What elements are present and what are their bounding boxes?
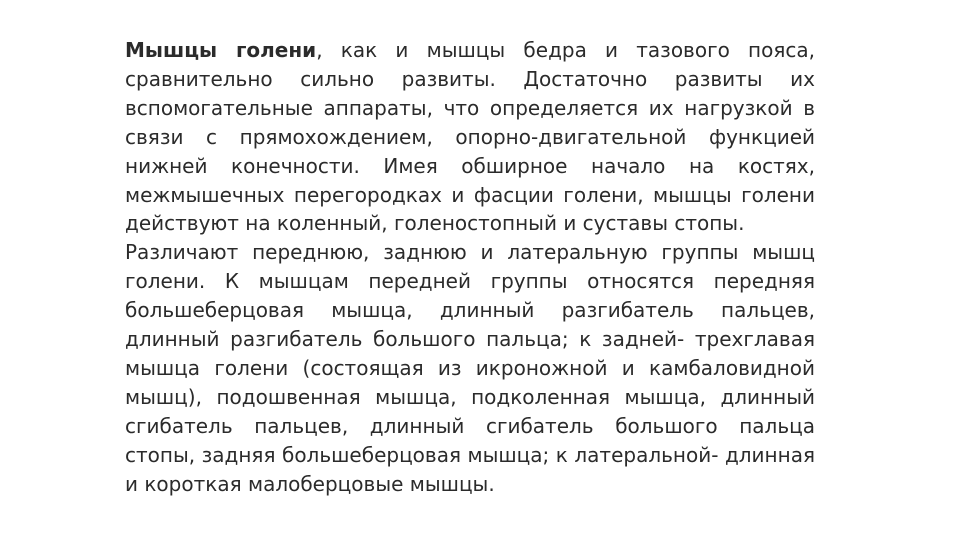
paragraph-lead: Мышцы голени — [125, 38, 317, 62]
paragraph-intro-body: , как и мышцы бедра и тазового пояса, сравнительно сильно развиты. Достаточно развиты их вспомогательные аппараты, что определяется их нагрузкой в связи с прямохождением, опорно-двигательной функцией нижней конечности. Имея обширное начало на костях, межмышечных перегородках и фасции голени, мышцы голени действуют на коленный, голеностопный и суставы стопы. — [125, 38, 815, 236]
paragraph-groups-body: Различают переднюю, заднюю и латеральную группы мышц голени. К мышцам передней группы относятся передняя большеберцовая мышца, длинный разгибатель пальцев, длинный разгибатель большого пальца; к задней- трехглавая мышца голени (состоящая из икроножной и камбаловидной мышц), подошвенная мышца, подколенная мышца, длинный сгибатель пальцев, длинный сгибатель большого пальца стопы, задняя большеберцовая мышца; к латеральной- длинная и короткая малоберцовые мышцы. — [125, 240, 815, 496]
text-block — [125, 36, 815, 499]
paragraph-intro — [125, 36, 815, 238]
paragraph-groups — [125, 238, 815, 498]
